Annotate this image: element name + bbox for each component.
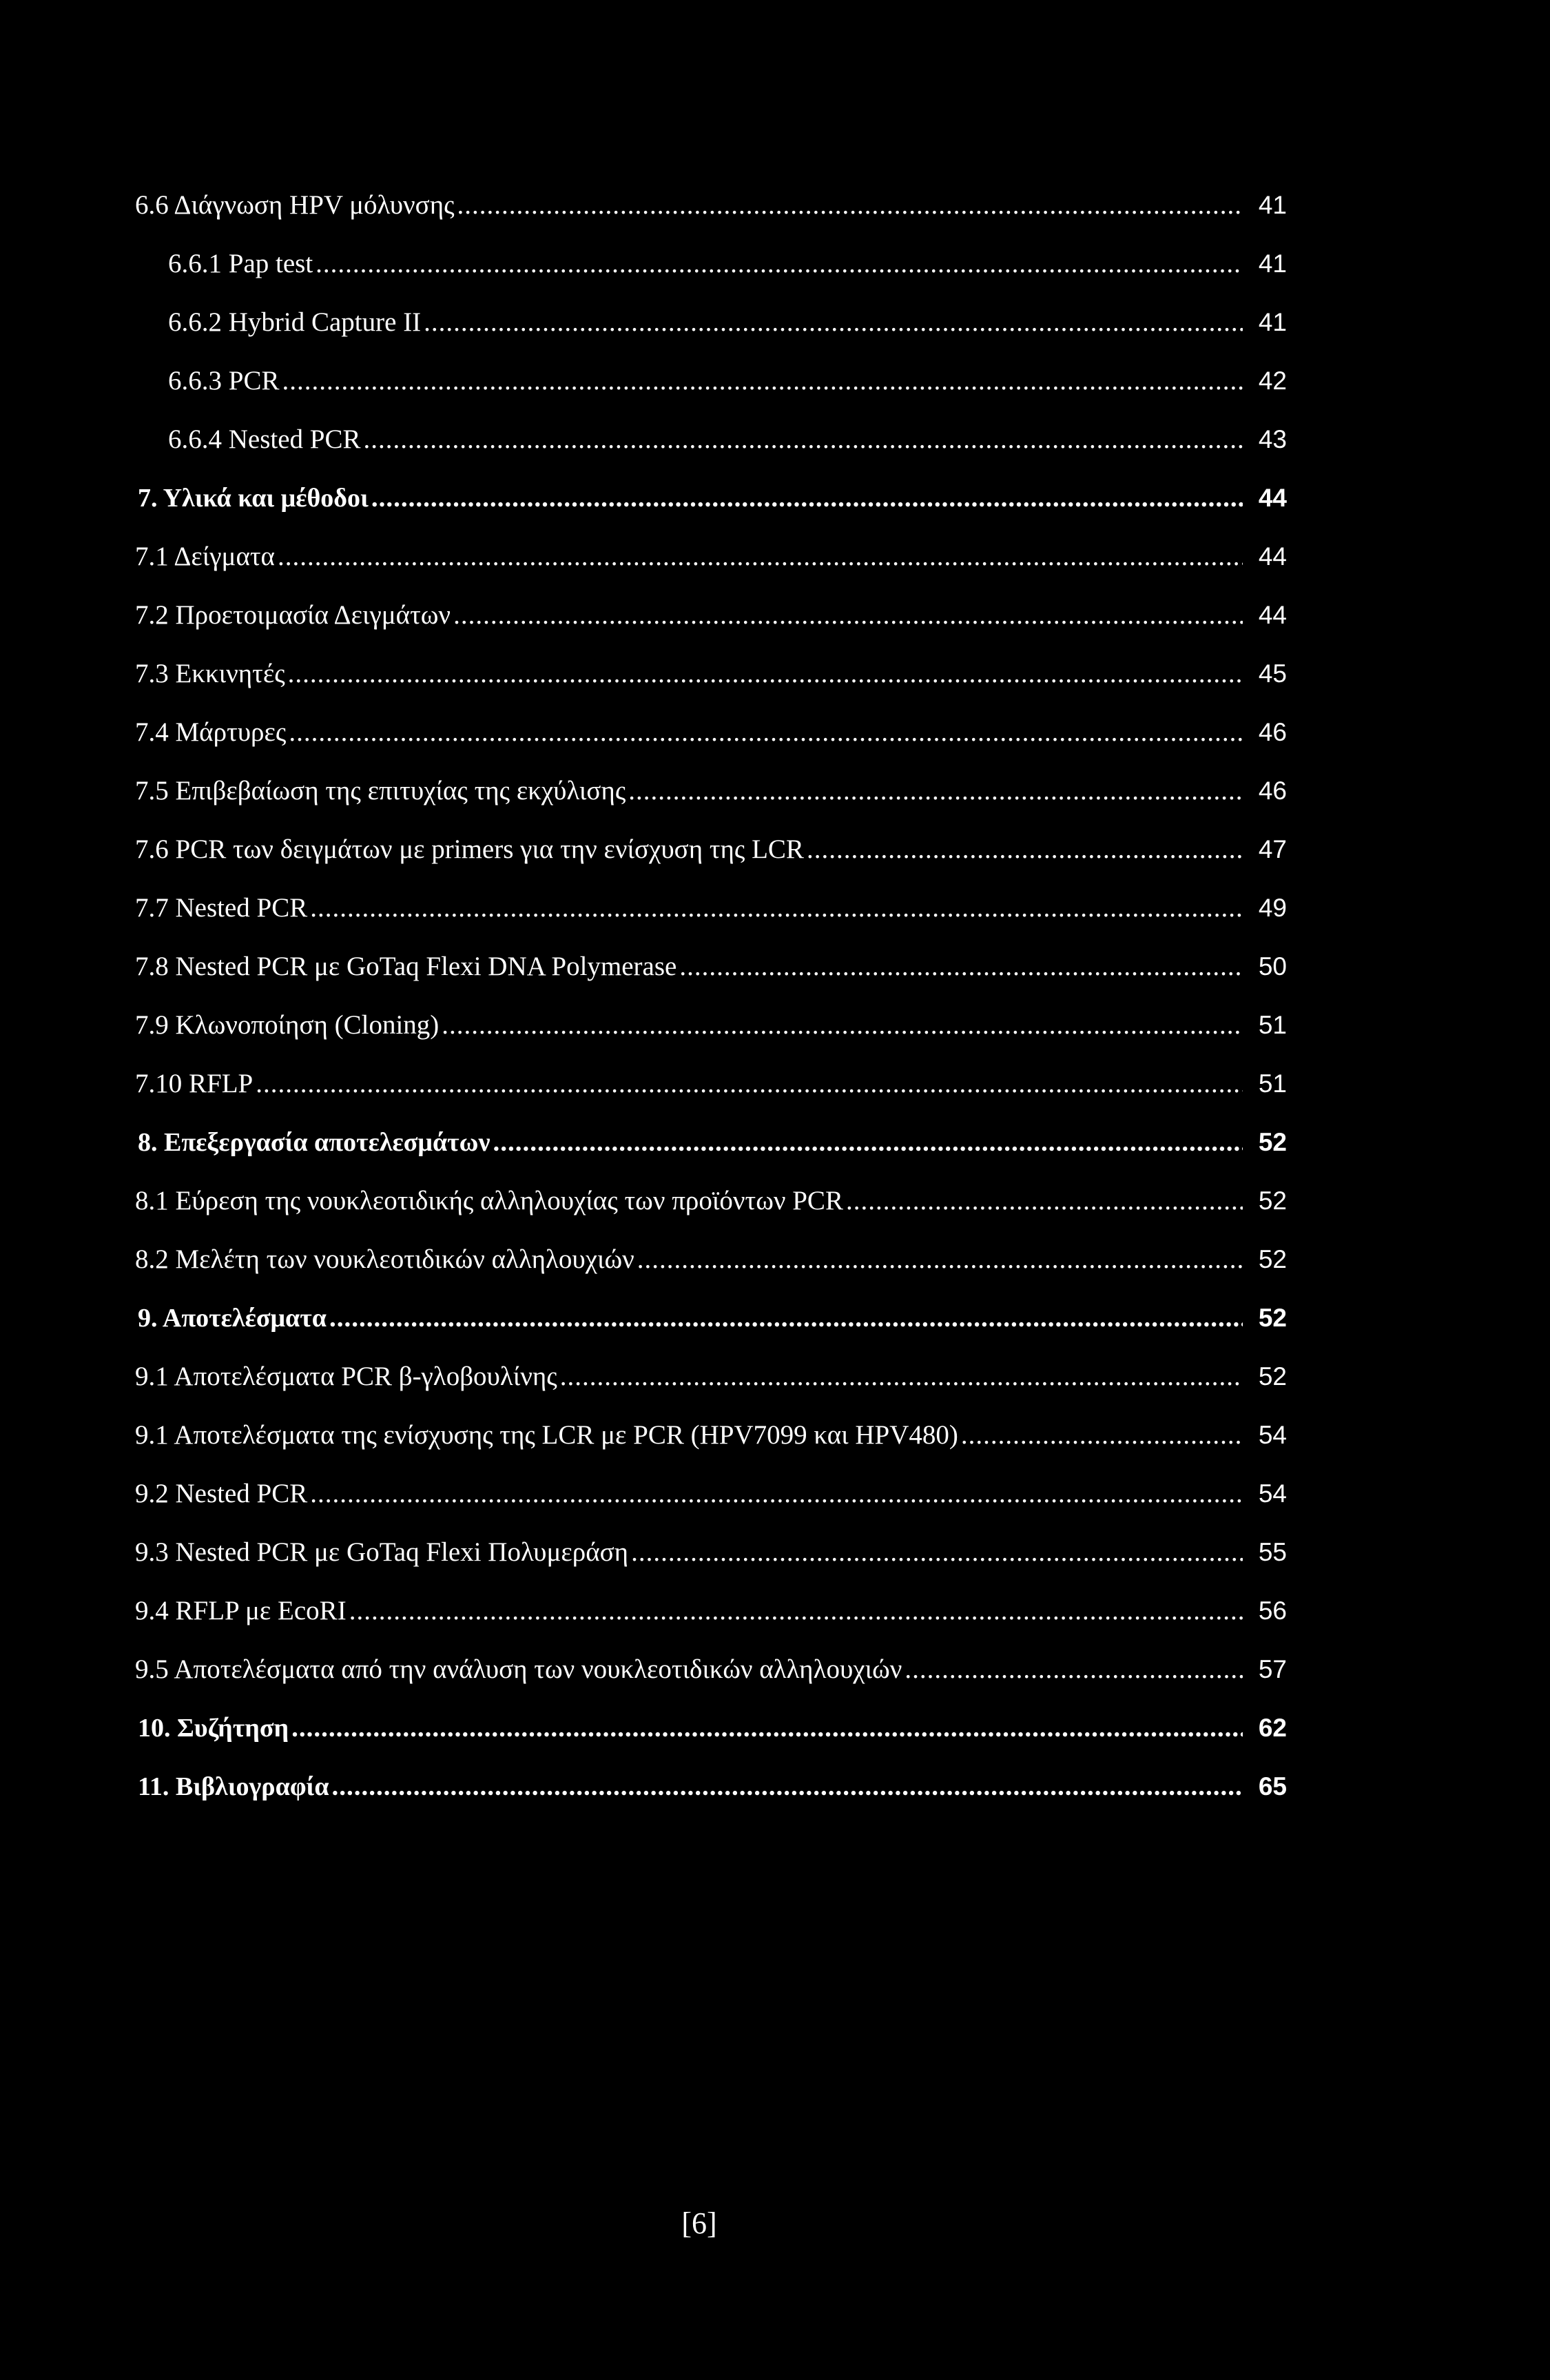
toc-entry[interactable] — [0, 293, 1287, 351]
toc-entry[interactable] — [0, 586, 1287, 644]
toc-leader-dots — [631, 1539, 1243, 1566]
toc-leader-dots — [278, 543, 1243, 570]
toc-leader-dots — [364, 426, 1243, 453]
toc-leader-dots — [807, 836, 1243, 863]
table-of-contents — [0, 176, 1550, 1816]
toc-entry-page: 41 — [1258, 191, 1287, 219]
toc-entry-title: 8.2 Μελέτη των νουκλεοτιδικών αλληλουχιών — [135, 1244, 634, 1274]
toc-entry-page: 43 — [1258, 425, 1287, 453]
toc-entry[interactable] — [0, 1523, 1287, 1581]
toc-leader-dots — [332, 1773, 1243, 1800]
toc-entry-title: 9.4 RFLP με EcoRI — [135, 1596, 347, 1625]
toc-entry-page: 65 — [1258, 1772, 1287, 1801]
toc-entry-title: 7.7 Nested PCR — [135, 893, 308, 923]
toc-entry-page: 46 — [1258, 777, 1287, 805]
toc-entry[interactable] — [0, 410, 1287, 469]
toc-entry-title: 7.5 Επιβεβαίωση της επιτυχίας της εκχύλισης — [135, 776, 626, 806]
toc-entry-title: 9.5 Αποτελέσματα από την ανάλυση των νουκλεοτιδικών αλληλουχιών — [135, 1654, 902, 1684]
toc-leader-dots — [349, 1597, 1243, 1624]
toc-entry-title: 6.6.3 PCR — [168, 366, 280, 396]
toc-entry-page: 54 — [1258, 1421, 1287, 1449]
toc-entry-page: 52 — [1258, 1304, 1287, 1332]
toc-entry[interactable] — [0, 1699, 1287, 1757]
toc-entry[interactable] — [0, 1289, 1287, 1347]
toc-entry-title: 10. Συζήτηση — [138, 1713, 289, 1743]
toc-entry[interactable] — [0, 644, 1287, 703]
toc-entry[interactable] — [0, 1464, 1287, 1523]
toc-entry-title: 6.6.1 Pap test — [168, 249, 313, 278]
toc-entry[interactable] — [0, 820, 1287, 879]
toc-entry-page: 52 — [1258, 1187, 1287, 1215]
toc-entry-title: 7.6 PCR των δειγμάτων με primers για την ενίσχυση της LCR — [135, 834, 804, 864]
toc-entry[interactable] — [0, 1406, 1287, 1464]
toc-entry-page: 52 — [1258, 1245, 1287, 1273]
toc-entry-title: 7.8 Nested PCR με GoTaq Flexi DNA Polymerase — [135, 952, 677, 981]
toc-entry-title: 7.2 Προετοιμασία Δειγμάτων — [135, 600, 451, 630]
toc-entry-page: 41 — [1258, 308, 1287, 336]
toc-leader-dots — [457, 192, 1243, 218]
toc-leader-dots — [288, 660, 1243, 687]
toc-entry[interactable] — [0, 879, 1287, 937]
toc-leader-dots — [493, 1129, 1243, 1156]
toc-entry-title: 6.6 Διάγνωση HPV μόλυνσης — [135, 190, 455, 220]
toc-entry-title: 7.4 Μάρτυρες — [135, 717, 287, 747]
toc-entry[interactable] — [0, 351, 1287, 410]
toc-entry-title: 9.1 Αποτελέσματα της ενίσχυσης της LCR με PCR (HPV7099 και HPV480) — [135, 1420, 958, 1450]
toc-entry-title: 11. Βιβλιογραφία — [138, 1772, 329, 1801]
toc-leader-dots — [679, 953, 1243, 980]
toc-entry-page: 57 — [1258, 1655, 1287, 1683]
toc-entry-title: 7.3 Εκκινητές — [135, 659, 285, 688]
toc-leader-dots — [961, 1422, 1243, 1448]
toc-leader-dots — [316, 250, 1243, 277]
toc-entry-page: 44 — [1258, 542, 1287, 571]
toc-entry-title: 9.1 Αποτελέσματα PCR β-γλοβουλίνης — [135, 1362, 557, 1391]
toc-entry-page: 44 — [1258, 484, 1287, 512]
toc-entry-page: 49 — [1258, 894, 1287, 922]
toc-entry[interactable] — [0, 1640, 1287, 1699]
toc-leader-dots — [442, 1012, 1243, 1038]
toc-entry-title: 6.6.4 Nested PCR — [168, 424, 361, 454]
toc-entry-title: 7. Υλικά και μέθοδοι — [138, 483, 369, 513]
toc-leader-dots — [637, 1246, 1243, 1273]
toc-leader-dots — [846, 1187, 1243, 1214]
toc-leader-dots — [560, 1363, 1243, 1390]
toc-leader-dots — [256, 1070, 1243, 1097]
toc-leader-dots — [371, 484, 1243, 511]
toc-entry[interactable] — [0, 527, 1287, 586]
toc-leader-dots — [289, 719, 1243, 746]
toc-entry-page: 54 — [1258, 1479, 1287, 1508]
toc-leader-dots — [329, 1304, 1243, 1331]
toc-entry-page: 52 — [1258, 1362, 1287, 1391]
toc-entry-title: 7.1 Δείγματα — [135, 542, 275, 571]
toc-entry[interactable] — [0, 937, 1287, 996]
toc-entry-page: 51 — [1258, 1011, 1287, 1039]
toc-entry-title: 9.2 Nested PCR — [135, 1479, 308, 1508]
toc-entry[interactable] — [0, 996, 1287, 1054]
toc-entry[interactable] — [0, 1347, 1287, 1406]
toc-leader-dots — [453, 602, 1243, 628]
toc-entry-page: 51 — [1258, 1069, 1287, 1098]
toc-entry-page: 52 — [1258, 1128, 1287, 1156]
toc-leader-dots — [310, 894, 1243, 921]
toc-entry[interactable] — [0, 1581, 1287, 1640]
toc-entry-page: 55 — [1258, 1538, 1287, 1566]
toc-leader-dots — [291, 1714, 1243, 1741]
toc-entry[interactable] — [0, 234, 1287, 293]
toc-entry-page: 41 — [1258, 249, 1287, 278]
toc-entry-title: 7.9 Κλωνοποίηση (Cloning) — [135, 1010, 440, 1040]
toc-entry[interactable] — [0, 469, 1287, 527]
toc-leader-dots — [424, 309, 1243, 336]
toc-entry[interactable] — [0, 176, 1287, 234]
toc-entry-title: 9. Αποτελέσματα — [138, 1303, 327, 1333]
toc-leader-dots — [905, 1656, 1243, 1683]
page-number: [6] — [681, 2206, 717, 2240]
toc-entry-page: 56 — [1258, 1597, 1287, 1625]
toc-entry[interactable] — [0, 703, 1287, 761]
toc-entry-page: 44 — [1258, 601, 1287, 629]
toc-entry[interactable] — [0, 1054, 1287, 1113]
toc-entry-title: 8. Επεξεργασία αποτελεσμάτων — [138, 1127, 490, 1157]
toc-leader-dots — [282, 367, 1243, 394]
toc-entry[interactable] — [0, 1757, 1287, 1816]
toc-entry-title: 6.6.2 Hybrid Capture II — [168, 307, 422, 337]
toc-leader-dots — [310, 1480, 1243, 1507]
toc-entry-page: 42 — [1258, 367, 1287, 395]
toc-entry[interactable] — [0, 761, 1287, 820]
toc-entry-title: 9.3 Nested PCR με GoTaq Flexi Πολυμεράση — [135, 1537, 629, 1567]
toc-entry[interactable] — [0, 1171, 1287, 1230]
toc-leader-dots — [628, 777, 1243, 804]
toc-entry[interactable] — [0, 1113, 1287, 1171]
toc-entry-page: 47 — [1258, 835, 1287, 863]
toc-entry-title: 8.1 Εύρεση της νουκλεοτιδικής αλληλουχίας των προϊόντων PCR — [135, 1186, 843, 1215]
toc-entry-title: 7.10 RFLP — [135, 1069, 254, 1098]
toc-entry-page: 46 — [1258, 718, 1287, 746]
toc-entry-page: 45 — [1258, 659, 1287, 688]
toc-entry[interactable] — [0, 1230, 1287, 1289]
toc-entry-page: 50 — [1258, 952, 1287, 981]
toc-entry-page: 62 — [1258, 1714, 1287, 1742]
